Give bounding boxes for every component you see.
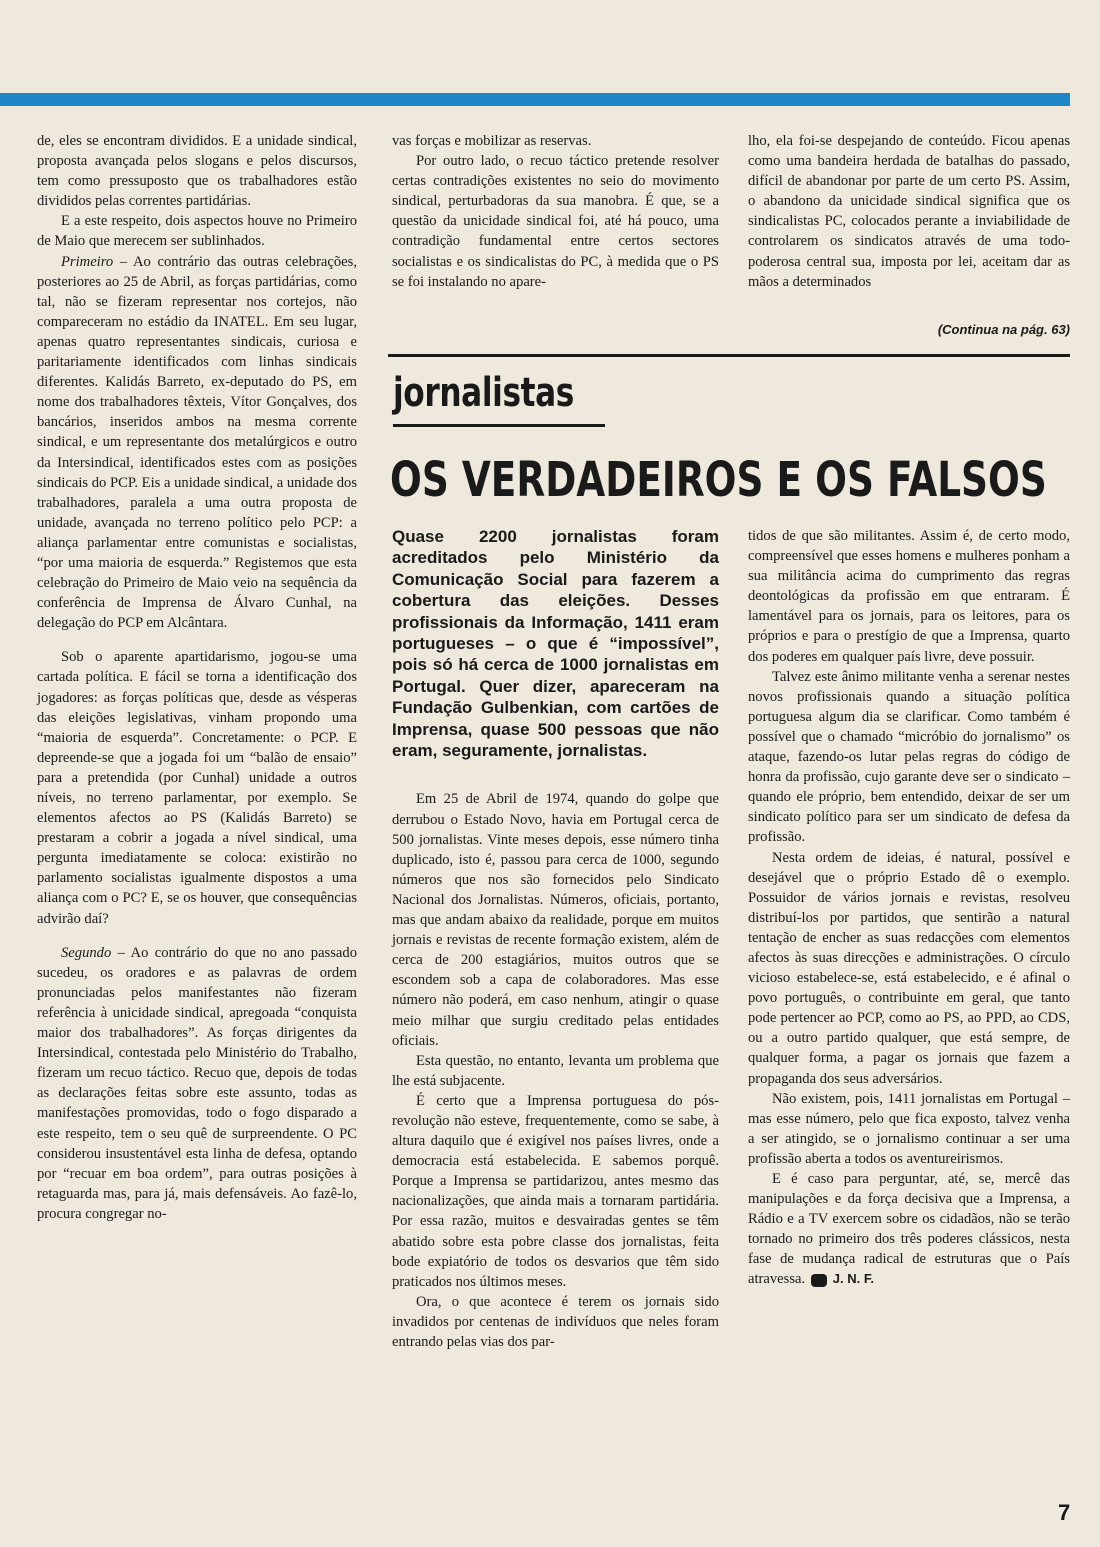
paragraph: Talvez este ânimo militante venha a serenar nestes novos profissionais quando a situação política portuguesa algum dia se clarificar. Como também é possível que o chamado “micróbio do jornalismo” os ataque, fazendo-os lutar pelas regras do código de honra da profissão, cujo garante deve ser o sindicato – quando ele próprio, bem entendido, deixar de ser um sindicato político para ser um sindicato de defesa da profissão. xyxy=(748,668,1070,846)
article-lead: Quase 2200 jornalistas foram acreditados pelo Ministério da Comunicação Social para fazerem a cobertura das eleições. Desses profissionais da Informação, 1411 eram portugueses – o que é “impossível”, pois só há cerca de 1000 jornalistas em Portugal. Quer dizer, apareceram na Fundação Gulbenkian, com cartões de Imprensa, quase 500 pessoas que não eram, seguramente, jornalistas. xyxy=(392,527,719,761)
section-divider xyxy=(388,354,1070,357)
paragraph xyxy=(748,1169,1070,1290)
page-number: 7 xyxy=(1058,1500,1071,1525)
paragraph: Sob o aparente apartidarismo, jogou-se uma cartada política. E fácil se torna a identificação dos jogadores: as forças políticas que, desde as vésperas das eleições legislativas, vinham propondo uma “maioria de esquerda”. Concretamente: o PCP. E depreende-se que a jogada foi um “balão de ensaio” para a pretendida (por Cunhal) unidade a outros níveis, no terreno parlamentar, por exemplo. Se elementos afectos ao PS (Kalidás Barreto) se prestaram a cobrir a jogada a nível sindical, uma pergunta imediatamente se coloca: existirão no parlamento socialistas igualmente dispostos a uma aliança com o PC? E, se os houver, que consequências advirão daí? xyxy=(37,649,357,927)
author-signature: J. N. F. xyxy=(832,1271,874,1287)
paragraph xyxy=(37,943,357,1224)
paragraph: Em 25 de Abril de 1974, quando do golpe que derrubou o Estado Novo, havia em Portugal cerca de 500 jornalistas. Vinte meses depois, esse número tinha duplicado, isto é, passou para cerca de 1000, segundo números que nos são fornecidos pelo Sindicato Nacional dos Jornalistas. Números, oficiais, portanto, mas que andam abaixo da realidade, porque em muitos jornais e revistas de recente formação existem, além de cerca de 200 estagiários, muitos outros que se escondem sob a capa de colaboradores. Mas esse número não poderá, em caso nenhum, atingir o quase meio milhar que surgiu creditado pelas entidades oficiais. xyxy=(392,791,719,1049)
paragraph: Nesta ordem de ideias, é natural, possível e desejável que o próprio Estado dê o exemplo. Possuidor de vários jornais e revistas, resolveu distribuí-los por partidos, que sentirão a natural tentação de encher as suas redacções com elementos afectos às suas direcções e administrações. O círculo vicioso estabelece-se, está estabelecido, e é afinal o povo português, o contribuinte em geral, que tanto pode pertencer ao PCP, como ao PS, ao PPD, ao CDS, ou a outro partido qualquer, que está sempre, de qualquer forma, a pagar os jornais que fazem a propaganda dos seus adversários. xyxy=(748,849,1070,1087)
top-color-bar xyxy=(0,93,1070,106)
paragraph: Ora, o que acontece é terem os jornais sido invadidos por centenas de indivíduos que neles foram entrando pelas vias dos par- xyxy=(392,1293,719,1350)
paragraph xyxy=(37,252,357,634)
paragraph: É certo que a Imprensa portuguesa do pós-revolução não esteve, frequentemente, como se sabe, à altura daquilo que é exigível nos países livres, onde a democracia está estabelecida. E sabemos porquê. Porque a Imprensa se partidarizou, antes mesmo das nacionalizações, que ainda mais a tornaram partidária. Por essa razão, muitos e desvairadas gentes se têm abatido sobre esta pobre classe dos jornalistas, feita bode expiatório de todos os desvarios que têm sido praticados nos últimos meses. xyxy=(392,1092,719,1290)
article-kicker: jornalistas xyxy=(393,370,574,416)
paragraph: E a este respeito, dois aspectos houve no Primeiro de Maio que merecem ser sublinhados. xyxy=(37,213,357,250)
paragraph: vas forças e mobilizar as reservas. xyxy=(392,133,592,149)
paragraph: Não existem, pois, 1411 jornalistas em Portugal – mas esse número, pelo que fica exposto, talvez venha a ser atingido, se o jornalismo continuar a ser uma profissão aberta a todos os aventureirismos. xyxy=(748,1090,1070,1167)
column-1 xyxy=(37,131,357,1224)
paragraph-label: Segundo xyxy=(61,944,112,961)
paragraph: Esta questão, no entanto, levanta um problema que lhe está subjacente. xyxy=(392,1052,719,1089)
paragraph-text: – Ao contrário do que no ano passado sucedeu, os oradores e as palavras de ordem pronunciadas pelos manifestantes não fizeram referência à unicidade sindical, apregoada “conquista maior dos trabalhadores”. As forças dirigentes da Intersindical, contestada pelo Ministério do Trabalho, fizeram um recuo táctico. Recuo que, depois de todas as declarações feitas sobre este assunto, todas as manifestações promovidas, todo o fogo disparado a este respeito, tem o seu quê de surpreendente. O PC considerou insustentável esta linha de defesa, optando por “recuar em boa ordem”, para outras posições à retaguarda mas, para já, mais defensáveis. Ao fazê-lo, procura congregar no- xyxy=(37,944,357,1222)
paragraph: lho, ela foi-se despejando de conteúdo. Ficou apenas como uma bandeira herdada de batalhas do passado, difícil de abandonar por parte de um certo PS. Assim, o abandono da unicidade sindical significa que os sindicalistas PC, colocados perante a inviabilidade de controlarem os sindicatos através de uma todo-poderosa central sua, imposta por lei, aceitam dar as mãos a determinados xyxy=(748,133,1070,290)
paragraph: tidos de que são militantes. Assim é, de certo modo, compreensível que esses homens e mulheres ponham a sua militância acima do cumprimento das regras deontológicas da profissão em que entraram. É lamentável para os jornais, para os leitores, para os próprios e para o prestígio de que a Imprensa, quarto dos poderes em qualquer país livre, deve possuir. xyxy=(748,528,1070,665)
paragraph: Por outro lado, o recuo táctico pretende resolver certas contradições existentes no seio do movimento sindical, perturbadoras da sua manobra. É que, se a questão da unicidade sindical foi, até há pouco, uma contradição fundamental entre certos sectores socialistas e os sindicalistas do PC, à medida que o PS se foi instalando no apare- xyxy=(392,153,719,290)
paragraph-label: Primeiro xyxy=(61,253,114,270)
paragraph: de, eles se encontram divididos. E a unidade sindical, proposta avançada pelos slogans e pelos discursos, tem como pressuposto que os trabalhadores estão divididos pelas correntes partidárias. xyxy=(37,133,357,210)
article-headline: OS VERDADEIROS E OS FALSOS xyxy=(390,452,1047,508)
end-mark-icon xyxy=(811,1274,827,1287)
article-column-2 xyxy=(392,526,719,1352)
continued-note: (Continua na pág. 63) xyxy=(937,322,1070,337)
column-2-top xyxy=(392,131,719,292)
paragraph-text: E é caso para perguntar, até, se, mercê das manipulações e da força decisiva que a Imprensa, a Rádio e a TV exercem sobre os cidadãos, não se terão tornado no primeiro dos três poderes clássicos, nesta fase de mudança radical de estruturas que o País atravessa. xyxy=(748,1171,1070,1288)
column-3-top xyxy=(748,131,1070,292)
paragraph-text: – Ao contrário das outras celebrações, posteriores ao 25 de Abril, as forças partidárias, como tal, não se fizeram representar nos cortejos, não compareceram no estádio da INATEL. Em seu lugar, apenas quatro representantes sindicais, curiosa e paritariamente identificados com linhas sindicais diferentes. Kalidás Barreto, ex-deputado do PS, em nome dos trabalhadores têxteis, Vítor Gonçalves, dos bancários, inseridos ambos na mesma corrente sindical, e um representante dos metalúrgicos e outro da Intersindical, identificados estes com as posições sindicais do PCP. Eis a unidade sindical, a unidade dos trabalhadores, paralela a uma outra proposta de unidade, avançada no terreno político pelo PCP: a aliança parlamentar entre comunistas e socialistas, “por uma maioria de esquerda.” Registemos que esta celebração do Primeiro de Maio veio na sequência da conferência de Imprensa de Álvaro Cunhal, na delegação do PCP em Alcântara. xyxy=(37,253,357,632)
kicker-underline xyxy=(393,424,605,427)
article-column-3 xyxy=(748,526,1070,1290)
